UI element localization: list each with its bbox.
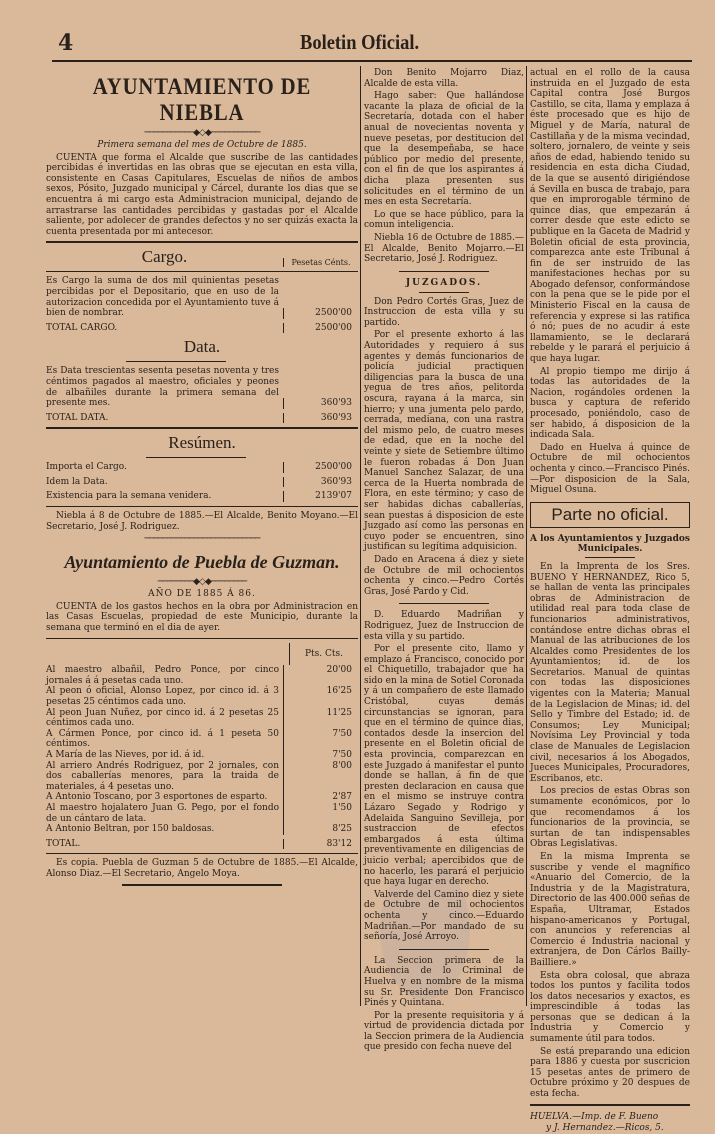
juzgados-heading: JUZGADOS.: [405, 277, 483, 288]
resumen-heading: Resúmen.: [168, 433, 236, 453]
ornament-rule: ───────────◆◇◆───────────: [144, 128, 260, 138]
section-banner: Parte no oficial.: [530, 502, 690, 528]
divider: [46, 241, 358, 243]
divider: [122, 884, 282, 886]
paragraph: Don Benito Mojarro Diaz, Alcalde de esta villa.: [364, 68, 524, 89]
row-label: Al peon ó oficial, Alonso Lopez, por cinco id. á 3 pesetas 25 céntimos cada uno.: [46, 686, 279, 707]
header-rule: [52, 60, 692, 62]
paragraph: Niebla 16 de Octubre de 1885.—El Alcalde, Benito Mojarro.—El Secretario, José J. Rodriguez.: [364, 232, 525, 265]
column-1: [46, 68, 358, 1003]
imprint-line: HUELVA.—Imp. de F. Bueno: [530, 1111, 659, 1122]
row-label: Al peon Juan Nuñez, por cinco id. á 2 pesetas 25 céntimos cada uno.: [46, 707, 279, 729]
section-heading: A los Ayuntamientos y Juzgados Municipales.: [530, 533, 690, 555]
row-value: 360'93: [283, 413, 358, 424]
row-label: Al maestro hojalatero Juan G. Pego, por el fondo de un cántaro de lata.: [46, 802, 279, 824]
row-value: 360'93: [283, 477, 358, 488]
divider: [46, 638, 358, 639]
divider: [146, 457, 246, 458]
paragraph: Dado en Aracena á diez y siete de Octubre de mil ochocientos ochenta y cinco.—Pedro Cortés Gras, José Pardo y Cid.: [364, 554, 524, 597]
divider: [46, 853, 358, 854]
paragraph: Dado en Huelva á quince de Octubre de mil ochocientos ochenta y cinco.—Francisco Pinés.—Por disposicion de la Sala, Miguel Osuna.: [530, 442, 690, 496]
paragraph: Valverde del Camino diez y siete de Octubre de mil ochocientos ochenta y cinco.—Eduardo Madriñan.—Por mandado de su señoría, José Arroyo.: [364, 889, 524, 943]
table-row: [46, 824, 358, 835]
row-value: 1'50: [283, 803, 358, 824]
row-value: 7'50: [283, 729, 358, 750]
column-header: Pesetas Cénts.: [283, 258, 358, 267]
table-row: [46, 708, 358, 729]
data-heading: Data.: [183, 337, 221, 357]
paragraph: actual en el rollo de la causa instruida en el Juzgado de esta Capital contra José Burgos Castillo, se cita, llama y emplaza á éste procesado que es hijo de Miguel y de María, natural de Castillaña y de la misma vecindad, soltero, jornalero, de veinte y seis años de edad, habiendo tenido su residencia en esta dicha Ciudad, de la que se ausentó dirigiéndose á Sevilla en busca de trabajo, para que en improrogable término de quince dias, que empezarán á correr desde que este edicto se publique en la Gaceta de Madrid y Boletin oficial de esta provincia, comparezca ante este Tribunal á fin de ser instruido de las manifestaciones hechas por su Abogado defensor, conformándose con la pena que se le pide por el Ministerio Fiscal en la causa de referencia y exprese si las ratifica ó nó; pues de no acudir á este llamamiento, se le declarará rebelde y le parará el perjuicio á que haya lugar.: [530, 68, 690, 365]
table-row: [46, 750, 358, 761]
table-row: [46, 413, 358, 424]
row-value: 2500'00: [283, 308, 358, 319]
row-value: 2500'00: [283, 462, 358, 473]
row-label: Idem la Data.: [46, 476, 108, 487]
column-3: [530, 68, 690, 1133]
divider: [399, 949, 489, 950]
row-label: A Antonio Toscano, por 3 esportones de esparto.: [46, 792, 268, 803]
table-row: [46, 839, 358, 850]
table-row: [46, 729, 358, 750]
divider: [530, 1104, 690, 1106]
paragraph: La Seccion primera de la Audiencia de lo Criminal de Huelva y en nombre de la misma su Sr. Presidente Don Francisco Pinés y Quintana.: [364, 955, 524, 1009]
row-label: Existencia para la semana venidera.: [46, 491, 212, 502]
divider: [126, 361, 226, 362]
divider: [399, 603, 489, 604]
row-label: A María de las Nieves, por id. á id.: [46, 749, 205, 760]
divider: [419, 292, 469, 293]
paragraph: En la Imprenta de los Sres. BUENO Y HERNANDEZ, Rico 5, se hallan de venta las principales obras de Administracion de utilidad real para toda clase de funcionarios administrativos, contándose entre dichas obras el Manual de las atribuciones de los Alcaldes como Presidentes de los Ayuntamientos; id. de los Secretarios. Manual de quintas con todas las disposiciones vigentes con la Materia; Manual de la Legislacion de Minas; id. del Sello y Timbre del Estado; id. de Consumos; Ley Municipal; Novísima Ley Provincial y toda clase de Manuales de Legislacion civil, necesarios á los Abogados, Jueces Municipales, Procuradores, Escribanos, etc.: [530, 561, 690, 784]
divider: [585, 557, 635, 558]
column-divider: [526, 66, 527, 1006]
ornament-rule: ────────◆◇◆────────: [157, 577, 247, 588]
cargo-header: [46, 247, 358, 267]
paragraph: En la misma Imprenta se suscribe y vende el magnífico «Anuario del Comercio, de la Industria y de la Magistratura, Directorio de las 400.000 señas de España, Ultramar, Estados hispano-americanos y Portugal, con anuncios y referencias al Comercio é Industria nacional y extranjera, de Don Cárlos Bailly-Bailliere.»: [530, 851, 690, 968]
row-value: 8'25: [283, 824, 358, 835]
row-label: Es Data trescientas sesenta pesetas noventa y tres céntimos pagados al maestro, oficiales y peones de albañiles durante la primera semana del presente mes.: [46, 366, 279, 409]
row-value: 8'00: [283, 761, 358, 793]
table-row: [46, 761, 358, 793]
cargo-heading: Cargo.: [141, 247, 188, 267]
divider: [399, 271, 489, 272]
row-value: 83'12: [283, 839, 358, 850]
puebla-intro: CUENTA de los gastos hechos en la obra por Administracion en las Casas Escuelas, propiedad de este Municipio, durante la semana que terminó en el dia de ayer.: [46, 601, 358, 634]
row-value: 20'00: [283, 665, 358, 686]
page-number: 4: [58, 30, 74, 56]
imprint: [530, 1112, 690, 1134]
row-value: 2500'00: [283, 323, 358, 334]
divider: [46, 506, 358, 507]
row-label: TOTAL.: [46, 838, 81, 849]
row-value: 2139'07: [283, 491, 358, 502]
table-row: [46, 462, 358, 473]
column-header: Pts. Cts.: [289, 643, 358, 666]
table-row: [46, 803, 358, 824]
row-value: 360'93: [283, 398, 358, 409]
table-row: [46, 665, 358, 686]
table-row: [46, 276, 358, 318]
paragraph: Por el presente exhorto á las Autoridades y requiero á sus agentes y demás funcionarios de policía judicial practiquen diligencias para la busca de una yegua de tres años, pelitorda oscura, rayana á la marca, sin hierro; y una jumenta pelo pardo, cerrada, mediana, con una rastra del mismo pelo, de cuatro meses de edad, que en la noche del veinte y siete de Setiembre último le fueron robadas á Don Juan Manuel Sanchez Salazar, de una cerca de la Huerta nombrada de Flora, en este término; y caso de ser habidas dichas caballerías, sean puestas á disposicion de este Juzgado así como las personas en cuyo poder se encuentren, sino justifican su legítima adquisicion.: [364, 330, 524, 553]
row-value: 2'87: [283, 792, 358, 803]
row-value: 11'25: [283, 708, 358, 729]
row-label: A Cármen Ponce, por cinco id. á 1 peseta 50 céntimos.: [46, 728, 279, 750]
row-label: TOTAL DATA.: [46, 412, 109, 423]
table-row: [46, 477, 358, 488]
niebla-title: AYUNTAMIENTO DE NIEBLA: [92, 74, 312, 125]
paragraph: Don Pedro Cortés Gras, Juez de Instruccion de esta villa y su partido.: [364, 296, 524, 328]
table-row: [46, 491, 358, 502]
paragraph: Se está preparando una edicion para 1886 y cuesta por suscricion 15 pesetas antes de primero de Octubre próximo y 20 despues de esta fecha.: [530, 1046, 690, 1100]
niebla-intro: CUENTA que forma el Alcalde que suscribe de las cantidades percibidas é invertidas en las obras que se ejecutan en esta villa, consistente en Casas Capitulares, Escuelas de niños de ambos sexos, Pósito, Juzgado municipal y Cárcel, durante los dias que se encuentra á mi cargo esta Administracion municipal, dejando de arrastrarse las cantidades percibidas y gastadas por el Alcalde saliente, por adolecer de grandes defectos y no ser quizás exacta la cuenta presentada por mi antecesor.: [46, 152, 358, 237]
paragraph: Lo que se hace público, para la comun inteligencia.: [364, 209, 524, 231]
row-value: 7'50: [283, 750, 358, 761]
table-header: [46, 643, 358, 666]
row-label: Importa el Cargo.: [46, 462, 127, 473]
row-label: Al arriero Andrés Rodriguez, por 2 jornales, con dos caballerías menores, para la traida de materiales, á 4 pesetas uno.: [46, 760, 279, 792]
niebla-subtitle: Primera semana del mes de Octubre de 1885.: [97, 140, 307, 150]
paragraph: Por el presente cito, llamo y emplazo á Francisco, conocido por el Chiquetillo, trabajador que ha sido en la mina de Sotiel Coronada y á un compañero de este llamado Cristóbal, cuyas demás circunstancias se ignoran, para que en el término de quince dias, contados desde la insercion del presente en el Boletin oficial de esta provincia, comparezcan en este Juzgado á manifestar el punto donde se hallan, á fin de que presten declaracion en causa que en el mismo se instruye contra Lázaro Segado y Rodrigo y Adelaida Sanguino Sevilleja, por sustraccion de efectos embargados á esta última preventivamente en diligencias de juicio verbal; apercibidos que de no hacerlo, les parará el perjuicio que haya lugar en derecho.: [364, 644, 524, 888]
ornament-rule: ──────────────────────────: [144, 534, 260, 545]
paragraph: Hago saber: Que hallándose vacante la plaza de oficial de la Secretaría, dotada con el haber anual de novecientas noventa y nueve pesetas, por destitucion del que la desempeñaba, se hace público por medio del presente, con el fin de que los aspirantes á dicha plaza presenten sus solicitudes en el término de un mes en esta Secretaría.: [364, 91, 524, 208]
imprint-line: y J. Hernandez.—Ricos, 5.: [546, 1122, 664, 1133]
row-label: TOTAL CARGO.: [46, 322, 118, 333]
row-label: Es Cargo la suma de dos mil quinientas pesetas percibidas por el Depositario, que en uso de la autorizacion concedida por el Ayuntamiento tuve á bien de nombrar.: [46, 276, 279, 319]
table-row: [46, 792, 358, 803]
paragraph: Al propio tiempo me dirijo á todas las autoridades de la Nacion, rogándoles ordenen la busca y captura de referido procesado, poniéndolo, caso de ser habido, á disposicion de la indicada Sala.: [530, 366, 690, 441]
paragraph: Por la presente requisitoria y á virtud de providencia dictada por la Seccion primera de la Audiencia que presido con fecha nueve del: [364, 1010, 524, 1053]
column-divider: [360, 66, 361, 1006]
column-2: [364, 68, 525, 1053]
paragraph: D. Eduardo Madriñan y Rodriguez, Juez de Instruccion de esta villa y su partido.: [364, 610, 524, 642]
puebla-subtitle: AÑO DE 1885 Á 86.: [148, 589, 256, 600]
table-row: [46, 366, 358, 408]
row-label: A Antonio Beltran, por 150 baldosas.: [46, 824, 215, 835]
divider: [46, 427, 358, 429]
paragraph: Los precios de estas Obras son sumamente económicos, por lo que recomendamos á los funcionarios de la provincia, se surtan de tan indispensables Obras Legislativas.: [530, 786, 690, 850]
niebla-footer: Niebla á 8 de Octubre de 1885.—El Alcalde, Benito Moyano.—El Secretario, José J. Rodriguez.: [46, 511, 358, 532]
page-title: Boletin Oficial.: [300, 30, 420, 54]
puebla-footer: Es copia. Puebla de Guzman 5 de Octubre de 1885.—El Alcalde, Alonso Diaz.—El Secretario, Angelo Moya.: [46, 858, 358, 879]
puebla-title: Ayuntamiento de Puebla de Guzman.: [64, 552, 340, 573]
row-value: 16'25: [283, 686, 358, 707]
paragraph: Esta obra colosal, que abraza todos los puntos y facilita todos los datos necesarios y exactos, es imprescindible á todas las personas que se dedican á la Industria y Comercio y sumamente útil para todos.: [530, 970, 690, 1045]
table-row: [46, 323, 358, 334]
divider: [46, 271, 358, 272]
row-label: Al maestro albañil, Pedro Ponce, por cinco jornales á á pesetas cada uno.: [46, 665, 279, 686]
table-row: [46, 686, 358, 707]
